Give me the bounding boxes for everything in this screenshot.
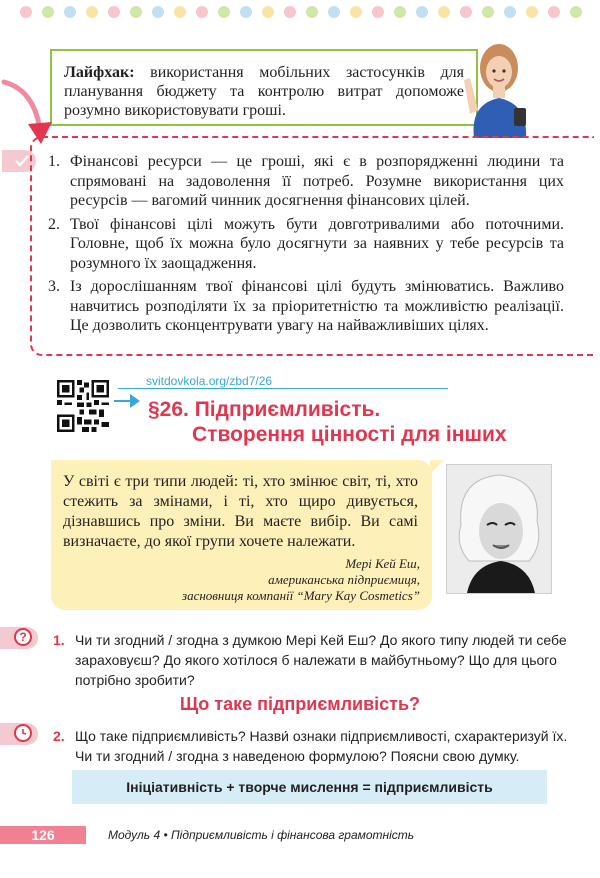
qr-code-icon[interactable] bbox=[57, 380, 109, 432]
subheading: Що таке підприємливість? bbox=[179, 694, 421, 714]
list-item-text: Фінансові ресурси — це гроші, які є в розпорядженні людини та спрямовані на задоволення її потреб. Розумне використання цих ресурсів — вагомий чинник досягнення фінансових цілей. bbox=[70, 153, 564, 209]
page-number: 126 bbox=[0, 826, 86, 844]
lifehack-text: використання мобільних застосунків для планування бюджету та контролю витрат допоможе розумно використовувати гроші. bbox=[64, 64, 464, 119]
question-badge bbox=[0, 627, 38, 649]
quote-text: У світі є три типи людей: ті, хто змінює світ, ті, хто стежить за змінами, і ті, хто щиро дивується, дізнавшись про зміни. Ви маєте вибір. Ви самі визначаєте, до якої групи хочете належати. bbox=[63, 473, 418, 550]
quote-author: Мері Кей Еш, bbox=[345, 556, 420, 571]
list-item bbox=[48, 215, 564, 274]
header-rule bbox=[118, 388, 448, 389]
task-2 bbox=[53, 726, 573, 766]
task-number: 2. bbox=[53, 728, 65, 744]
section-link[interactable]: svitdovkola.org/zbd7/26 bbox=[146, 374, 273, 388]
girl-with-phone-illustration bbox=[456, 40, 542, 138]
summary-box bbox=[30, 136, 594, 356]
list-item-text: Твої фінансові цілі можуть бути довготривалими або поточними. Головне, щоб їх можна було досягнути за наявних у тебе ресурсів та розумного їх заощадження. bbox=[70, 215, 564, 272]
task-text: Чи ти згодний / згодна з думкою Мері Кей Еш? До якого типу людей ти себе зараховуєш? До якого хотілося б належати в майбутньому? Що для цього потрібно зробити? bbox=[75, 632, 567, 688]
formula-box: Ініціативність + творче мислення = підприємливість bbox=[72, 770, 547, 804]
clock-badge bbox=[0, 723, 38, 745]
check-icon bbox=[14, 154, 30, 168]
list-item-number: 1. bbox=[48, 153, 60, 170]
quote-author-company: засновниця компанії “Mary Kay Cosmetics” bbox=[182, 588, 420, 603]
summary-list bbox=[48, 152, 564, 340]
clock-icon bbox=[14, 724, 32, 742]
task-1 bbox=[53, 630, 573, 690]
quote-author-role: американська підприємиця, bbox=[268, 572, 420, 587]
list-item-number: 3. bbox=[48, 278, 60, 295]
question-icon: ? bbox=[14, 628, 32, 646]
decorative-dot-row bbox=[20, 6, 580, 20]
lifehack-paragraph bbox=[64, 63, 464, 120]
portrait-photo bbox=[446, 464, 552, 594]
task-number: 1. bbox=[53, 632, 65, 648]
list-item-text: Із дорослішанням твої фінансові цілі будуть змінюватись. Важливо навчитись розподіляти їх за пріоритетністю та можливістю реалізації. Це дозволить сконцентрувати увагу на найважливіших цілях. bbox=[70, 278, 564, 334]
list-item bbox=[48, 152, 564, 211]
lifehack-label: Лайфхак: bbox=[64, 64, 135, 81]
quote-tail bbox=[430, 460, 444, 474]
section-title-line1: §26. Підприємливість. bbox=[148, 398, 381, 421]
pointer-arrow-icon bbox=[112, 386, 142, 416]
list-item-number: 2. bbox=[48, 215, 60, 233]
list-item bbox=[48, 277, 564, 336]
running-footer: Модуль 4 • Підприємливість і фінансова грамотність bbox=[108, 828, 415, 842]
lifehack-box bbox=[50, 49, 478, 126]
section-title-line2: Створення цінності для інших bbox=[192, 423, 507, 446]
task-text: Що таке підприємливість? Назви́ ознаки підприємливості, схарактеризуй їх. Чи ти згодний / згодна з наведеною формулою? Поясни свою думку. bbox=[75, 728, 568, 764]
quote-box bbox=[51, 460, 432, 610]
